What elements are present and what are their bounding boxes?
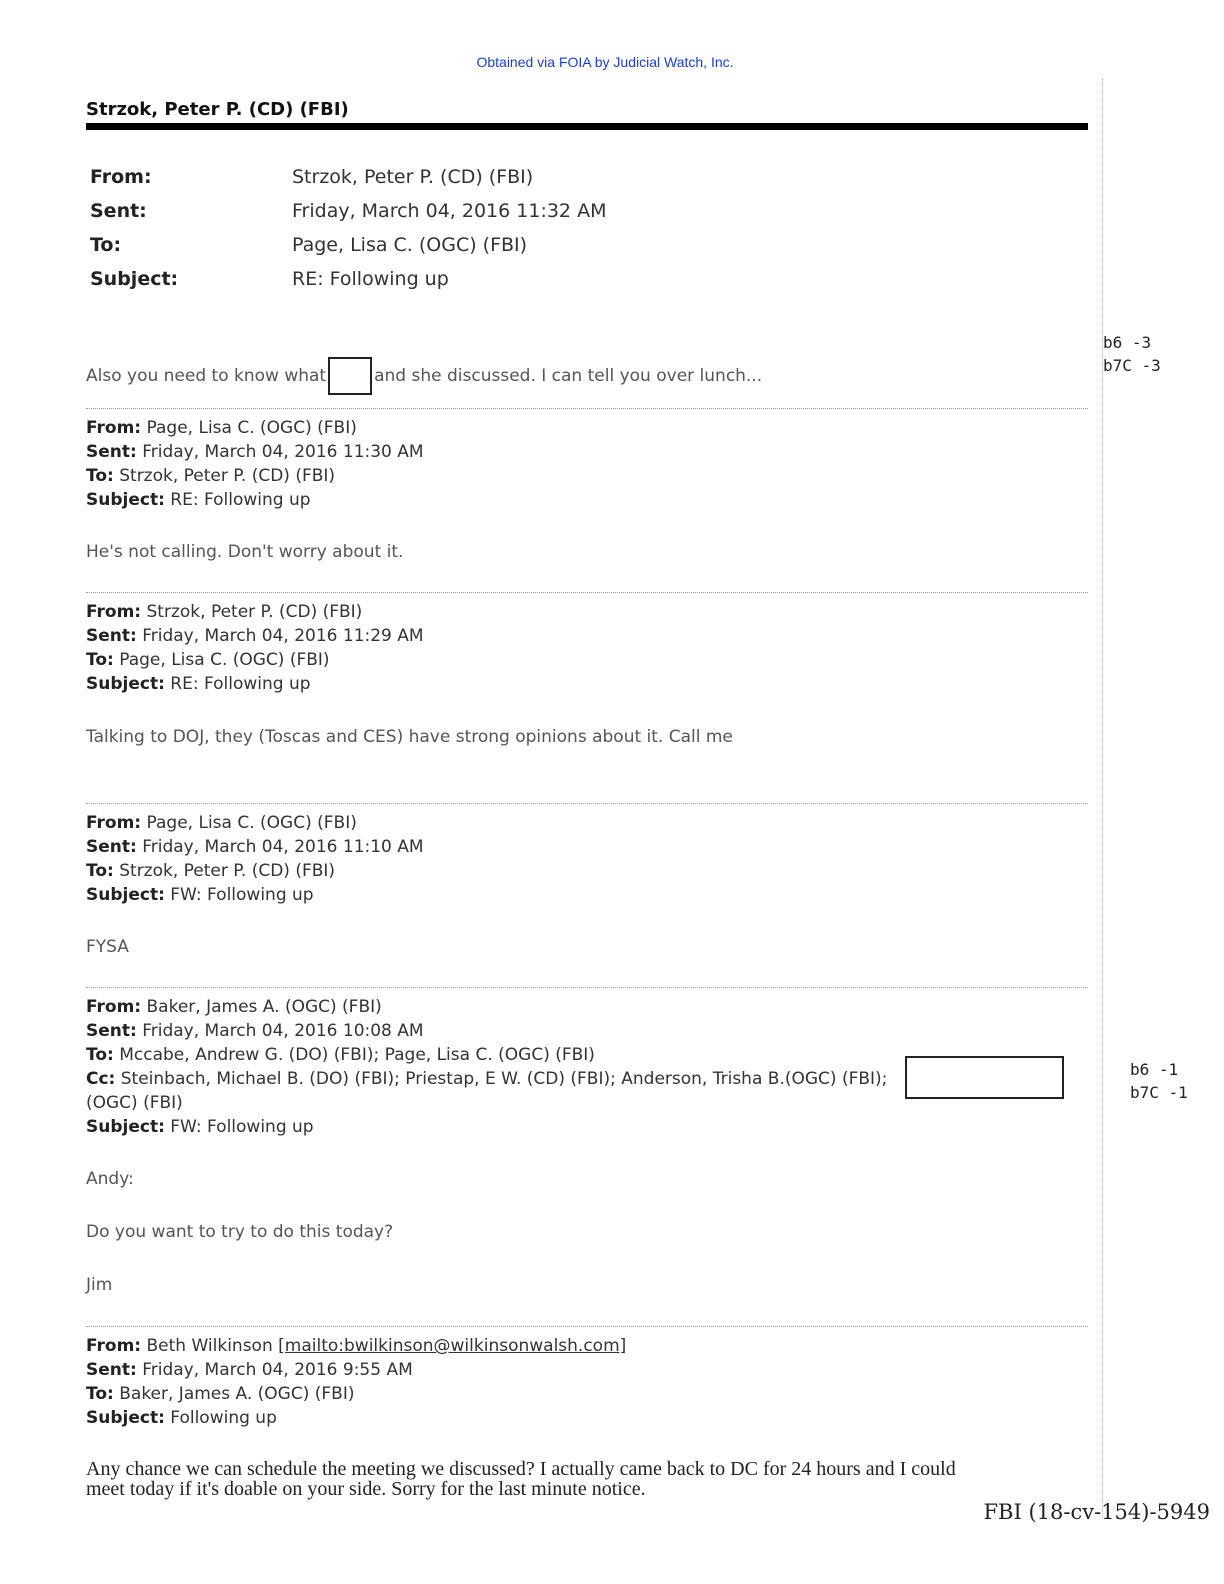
cc-continued: (OGC) (FBI): [86, 1093, 183, 1113]
document-title: Strzok, Peter P. (CD) (FBI): [86, 99, 349, 120]
sent-value: Friday, March 04, 2016 11:29 AM: [142, 626, 424, 646]
sent-label: Sent:: [86, 1360, 137, 1380]
to-value: Strzok, Peter P. (CD) (FBI): [119, 466, 336, 486]
message-separator: [86, 987, 1088, 988]
subject-value: FW: Following up: [170, 1117, 314, 1137]
redaction-box: [328, 357, 372, 395]
message-body: Any chance we can schedule the meeting we discussed? I actually came back to DC for 24 hours and I could: [86, 1458, 956, 1480]
from-value: Page, Lisa C. (OGC) (FBI): [146, 418, 357, 438]
message-body-cutoff-text: meet today if it's doable on your side. Sorry for the last minute notice.: [86, 1478, 646, 1500]
message-separator: [86, 592, 1088, 593]
sent-value: Friday, March 04, 2016 11:10 AM: [142, 837, 424, 857]
subject-value: FW: Following up: [170, 885, 314, 905]
to-label: To:: [86, 861, 114, 881]
first-body-line: [86, 357, 762, 395]
from-value: Beth Wilkinson: [146, 1336, 273, 1356]
from-value: Baker, James A. (OGC) (FBI): [146, 997, 382, 1017]
header-from-value: Strzok, Peter P. (CD) (FBI): [292, 166, 534, 188]
margin-line: [1102, 78, 1103, 1518]
subject-label: Subject:: [86, 885, 165, 905]
bates-number: FBI (18-cv-154)-5949: [983, 1500, 1210, 1524]
exemption-note: b6 -3 b7C -3: [1103, 333, 1161, 375]
subject-label: Subject:: [86, 674, 165, 694]
message-separator: [86, 1326, 1088, 1327]
header-subject-value: RE: Following up: [292, 268, 449, 290]
redaction-box: [905, 1056, 1064, 1099]
to-value: Baker, James A. (OGC) (FBI): [119, 1384, 355, 1404]
message-body-greeting: Andy:: [86, 1169, 134, 1189]
first-body-after: and she discussed. I can tell you over lunch...: [374, 366, 763, 386]
cc-label: Cc:: [86, 1069, 116, 1089]
sent-label: Sent:: [86, 626, 137, 646]
from-label: From:: [86, 997, 142, 1017]
message-header: [86, 995, 887, 1139]
from-label: From:: [86, 1336, 142, 1356]
to-label: To:: [86, 650, 114, 670]
from-label: From:: [86, 418, 142, 438]
sent-label: Sent:: [86, 1021, 137, 1041]
subject-value: RE: Following up: [170, 674, 311, 694]
sent-value: Friday, March 04, 2016 10:08 AM: [142, 1021, 424, 1041]
title-rule: [86, 123, 1088, 130]
subject-value: RE: Following up: [170, 490, 311, 510]
from-label: From:: [86, 602, 142, 622]
message-body: Talking to DOJ, they (Toscas and CES) have strong opinions about it. Call me: [86, 727, 733, 747]
message-body: Do you want to try to do this today?: [86, 1222, 394, 1242]
sent-value: Friday, March 04, 2016 11:30 AM: [142, 442, 424, 462]
subject-value: Following up: [170, 1408, 277, 1428]
subject-label: Subject:: [86, 1117, 165, 1137]
sent-label: Sent:: [86, 442, 137, 462]
to-value: Mccabe, Andrew G. (DO) (FBI); Page, Lisa C. (OGC) (FBI): [119, 1045, 595, 1065]
header-from-label: From:: [90, 166, 152, 188]
message-body-signature: Jim: [86, 1275, 113, 1295]
to-value: Strzok, Peter P. (CD) (FBI): [119, 861, 336, 881]
subject-label: Subject:: [86, 1408, 165, 1428]
header-to-value: Page, Lisa C. (OGC) (FBI): [292, 234, 528, 256]
first-body-before: Also you need to know what: [86, 366, 327, 386]
message-header: [86, 600, 424, 696]
message-header: [86, 811, 424, 907]
to-label: To:: [86, 1045, 114, 1065]
from-label: From:: [86, 813, 142, 833]
sent-label: Sent:: [86, 837, 137, 857]
cc-value: Steinbach, Michael B. (DO) (FBI); Priestap, E W. (CD) (FBI); Anderson, Trisha B.(OGC) (FBI);: [120, 1069, 888, 1089]
message-body: FYSA: [86, 937, 129, 957]
message-separator: [86, 803, 1088, 804]
from-value: Page, Lisa C. (OGC) (FBI): [146, 813, 357, 833]
subject-label: Subject:: [86, 490, 165, 510]
header-to-label: To:: [90, 234, 122, 256]
to-label: To:: [86, 466, 114, 486]
to-value: Page, Lisa C. (OGC) (FBI): [119, 650, 330, 670]
message-header: [86, 1334, 626, 1430]
message-body: He's not calling. Don't worry about it.: [86, 542, 404, 562]
message-separator: [86, 408, 1088, 409]
header-sent-label: Sent:: [90, 200, 147, 222]
to-label: To:: [86, 1384, 114, 1404]
header-sent-value: Friday, March 04, 2016 11:32 AM: [292, 200, 607, 222]
message-header: [86, 416, 424, 512]
header-subject-label: Subject:: [90, 268, 179, 290]
message-body-cutoff: [86, 1478, 716, 1504]
sent-value: Friday, March 04, 2016 9:55 AM: [142, 1360, 413, 1380]
foia-watermark: Obtained via FOIA by Judicial Watch, Inc.: [476, 54, 734, 70]
from-value: Strzok, Peter P. (CD) (FBI): [146, 602, 363, 622]
exemption-note: b6 -1 b7C -1: [1130, 1060, 1188, 1102]
mailto-link[interactable]: [mailto:bwilkinson@wilkinsonwalsh.com]: [278, 1336, 627, 1356]
